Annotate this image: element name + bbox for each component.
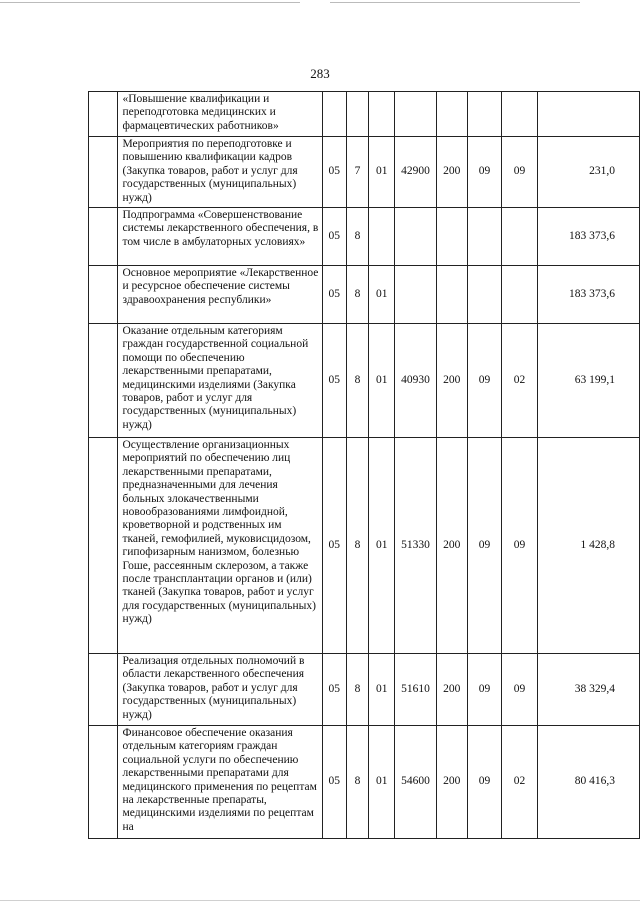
row-amount: 80 416,3 bbox=[537, 726, 639, 839]
row-code-2: 8 bbox=[346, 438, 369, 654]
row-code-7 bbox=[502, 266, 538, 324]
row-code-1: 05 bbox=[322, 137, 346, 208]
row-code-5: 200 bbox=[436, 726, 467, 839]
row-code-4 bbox=[395, 208, 437, 266]
table-row bbox=[89, 208, 640, 266]
row-amount: 1 428,8 bbox=[537, 438, 639, 654]
row-code-1: 05 bbox=[322, 654, 346, 726]
row-code-6: 09 bbox=[467, 324, 502, 438]
row-stub-cell bbox=[89, 137, 118, 208]
table-row bbox=[89, 324, 640, 438]
row-code-3 bbox=[369, 92, 395, 137]
row-code-4: 51610 bbox=[395, 654, 437, 726]
row-amount bbox=[537, 92, 639, 137]
row-code-2: 8 bbox=[346, 324, 369, 438]
row-code-3: 01 bbox=[369, 137, 395, 208]
row-code-6: 09 bbox=[467, 654, 502, 726]
row-code-7: 02 bbox=[502, 726, 538, 839]
budget-table-wrap bbox=[88, 91, 640, 839]
row-code-7 bbox=[502, 208, 538, 266]
row-code-6 bbox=[467, 92, 502, 137]
row-code-1: 05 bbox=[322, 208, 346, 266]
row-code-6: 09 bbox=[467, 438, 502, 654]
row-code-1: 05 bbox=[322, 726, 346, 839]
row-code-4 bbox=[395, 92, 437, 137]
row-code-6 bbox=[467, 208, 502, 266]
row-amount: 183 373,6 bbox=[537, 208, 639, 266]
scan-top-line-2 bbox=[330, 2, 580, 3]
row-code-5 bbox=[436, 92, 467, 137]
row-stub-cell bbox=[89, 726, 118, 839]
row-code-5 bbox=[436, 208, 467, 266]
scan-bottom-line bbox=[0, 900, 640, 901]
row-code-5: 200 bbox=[436, 654, 467, 726]
table-row bbox=[89, 438, 640, 654]
row-code-3: 01 bbox=[369, 726, 395, 839]
row-description: Основное мероприятие «Лекарственное и ресурсное обеспечение системы здравоохранения республики» bbox=[118, 266, 322, 324]
row-code-2 bbox=[346, 92, 369, 137]
row-stub-cell bbox=[89, 208, 118, 266]
table-row bbox=[89, 92, 640, 137]
row-code-1: 05 bbox=[322, 438, 346, 654]
row-code-6: 09 bbox=[467, 137, 502, 208]
budget-table bbox=[88, 91, 640, 839]
table-body bbox=[89, 92, 640, 839]
row-amount: 183 373,6 bbox=[537, 266, 639, 324]
row-description: «Повышение квалификации и переподготовка медицинских и фармацевтических работников» bbox=[118, 92, 322, 137]
row-code-3: 01 bbox=[369, 438, 395, 654]
row-code-1 bbox=[322, 92, 346, 137]
table-row bbox=[89, 654, 640, 726]
row-stub-cell bbox=[89, 438, 118, 654]
row-stub-cell bbox=[89, 266, 118, 324]
row-amount: 38 329,4 bbox=[537, 654, 639, 726]
row-stub-cell bbox=[89, 654, 118, 726]
row-description: Реализация отдельных полномочий в области лекарственного обеспечения (Закупка товаров, работ и услуг для государственных (муниципальных) нужд) bbox=[118, 654, 322, 726]
row-code-7 bbox=[502, 92, 538, 137]
row-code-2: 8 bbox=[346, 208, 369, 266]
row-code-2: 7 bbox=[346, 137, 369, 208]
row-code-7: 09 bbox=[502, 438, 538, 654]
row-description: Подпрограмма «Совершенствование системы лекарственного обеспечения, в том числе в амбулаторных условиях» bbox=[118, 208, 322, 266]
row-code-4: 40930 bbox=[395, 324, 437, 438]
row-code-4: 54600 bbox=[395, 726, 437, 839]
row-code-6 bbox=[467, 266, 502, 324]
row-code-1: 05 bbox=[322, 324, 346, 438]
scan-top-line-1 bbox=[0, 2, 300, 3]
table-row bbox=[89, 726, 640, 839]
row-stub-cell bbox=[89, 92, 118, 137]
row-code-7: 09 bbox=[502, 654, 538, 726]
row-code-3: 01 bbox=[369, 324, 395, 438]
row-code-7: 09 bbox=[502, 137, 538, 208]
row-code-3: 01 bbox=[369, 266, 395, 324]
row-code-3 bbox=[369, 208, 395, 266]
row-code-2: 8 bbox=[346, 726, 369, 839]
row-description: Финансовое обеспечение оказания отдельным категориям граждан социальной услуги по обеспечению лекарственными препаратами для медицинского применения по рецептам на лекарственные препараты, медицинскими изделиями по рецептам на bbox=[118, 726, 322, 839]
row-code-4: 42900 bbox=[395, 137, 437, 208]
table-row bbox=[89, 266, 640, 324]
row-code-4: 51330 bbox=[395, 438, 437, 654]
row-code-6: 09 bbox=[467, 726, 502, 839]
row-code-7: 02 bbox=[502, 324, 538, 438]
row-code-4 bbox=[395, 266, 437, 324]
row-description: Осуществление организационных мероприятий по обеспечению лиц лекарственными препаратами, предназначенными для лечения больных злокачественными новообразованиями лимфоидной, кроветворной и родственных им тканей, гемофилией, муковисцидозом, гипофизарным нанизмом, болезнью Гоше, рассеянным склерозом, а также после трансплантации органов и (или) тканей (Закупка товаров, работ и услуг для государственных (муниципальных) нужд) bbox=[118, 438, 322, 654]
row-code-5: 200 bbox=[436, 137, 467, 208]
row-description: Мероприятия по переподготовке и повышению квалификации кадров (Закупка товаров, работ и услуг для государственных (муниципальных) нужд) bbox=[118, 137, 322, 208]
row-code-3: 01 bbox=[369, 654, 395, 726]
table-row bbox=[89, 137, 640, 208]
row-code-2: 8 bbox=[346, 266, 369, 324]
row-amount: 231,0 bbox=[537, 137, 639, 208]
row-code-1: 05 bbox=[322, 266, 346, 324]
row-code-5: 200 bbox=[436, 438, 467, 654]
row-amount: 63 199,1 bbox=[537, 324, 639, 438]
row-code-2: 8 bbox=[346, 654, 369, 726]
row-description: Оказание отдельным категориям граждан государственной социальной помощи по обеспечению лекарственными препаратами, медицинскими изделиями (Закупка товаров, работ и услуг для государственных (муниципальных) нужд) bbox=[118, 324, 322, 438]
row-stub-cell bbox=[89, 324, 118, 438]
row-code-5: 200 bbox=[436, 324, 467, 438]
page-number: 283 bbox=[310, 66, 330, 81]
row-code-5 bbox=[436, 266, 467, 324]
